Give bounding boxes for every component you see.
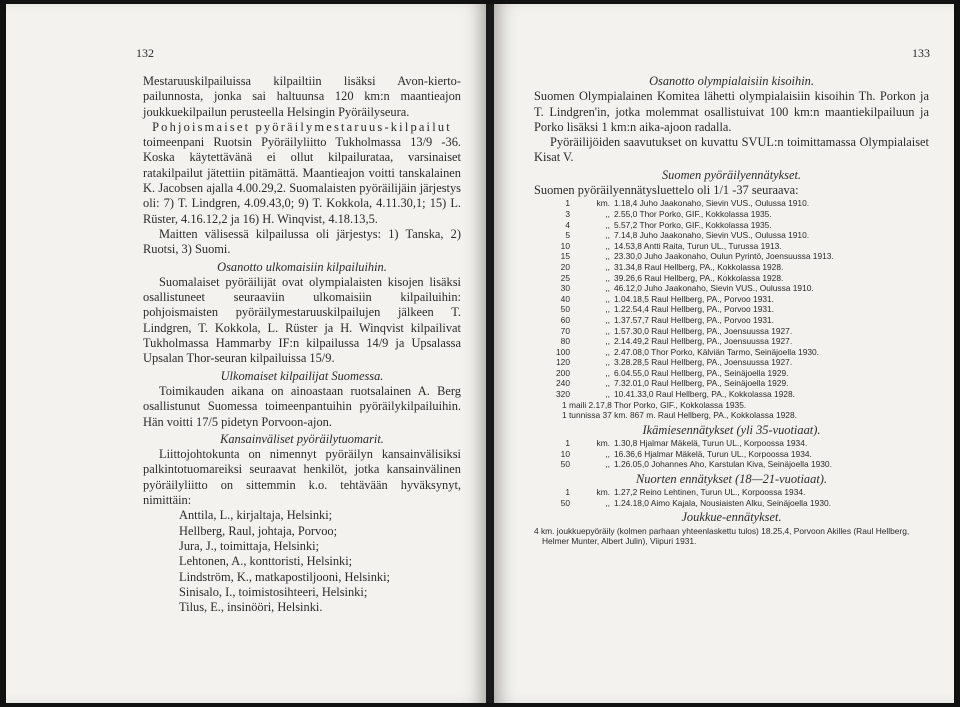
judge-item: Tilus, E., insinööri, Helsinki. (179, 600, 323, 615)
record-detail: 6.04.55,0 Raul Hellberg, PA., Seinäjoella 1929. (614, 367, 789, 378)
record-distance: 320 (556, 389, 570, 400)
record-unit: ,, (605, 283, 610, 294)
right-paragraphs (534, 74, 929, 183)
record-row (534, 378, 929, 389)
record-detail: 46.12,0 Juho Jaakonaho, Sievin VUS., Oulussa 1910. (614, 283, 814, 294)
team-records-heading: Joukkue-ennätykset. (681, 510, 782, 525)
record-detail: 1.27,2 Reino Lehtinen, Turun UL., Korpoossa 1934. (614, 487, 806, 498)
judge-item: Lehtonen, A., konttoristi, Helsinki; (179, 554, 353, 569)
paragraph: Toimikauden aikana on ainoastaan ruotsalainen A. Berg osallistunut Suomessa toimeenpantuihin pyöräilykilpailuihin. Hän voitti 17/5 pidetyn Porvoon-ajon. (143, 383, 461, 429)
record-row (534, 336, 929, 347)
record-unit: ,, (605, 314, 610, 325)
record-distance: 120 (556, 357, 570, 368)
record-distance: 1 (565, 198, 570, 209)
record-detail: 1.04.18,5 Raul Hellberg, PA., Porvoo 1931. (614, 293, 774, 304)
record-unit: ,, (605, 272, 610, 283)
record-unit: ,, (605, 336, 610, 347)
record-row (534, 368, 929, 379)
record-unit: km. (596, 438, 610, 449)
record-row (534, 230, 929, 241)
record-detail: 14.53,8 Antti Raita, Turun UL., Turussa 1913. (614, 240, 782, 251)
record-distance: 60 (560, 314, 570, 325)
record-unit: ,, (605, 293, 610, 304)
record-distance: 20 (560, 261, 570, 272)
record-distance: 50 (560, 459, 570, 470)
record-unit: ,, (605, 251, 610, 262)
record-unit: ,, (605, 304, 610, 315)
record-row (534, 262, 929, 273)
record-row (534, 220, 929, 231)
record-unit: ,, (605, 497, 610, 508)
record-unit: ,, (605, 459, 610, 470)
records-footer-line: 1 tunnissa 37 km. 867 m. Raul Hellberg, PA., Kokkolassa 1928. (562, 410, 797, 421)
record-unit: km. (596, 487, 610, 498)
book-gutter (486, 4, 494, 703)
page-number-left: 132 (136, 46, 154, 60)
record-row (534, 449, 929, 460)
record-distance: 100 (556, 346, 570, 357)
record-unit: ,, (605, 219, 610, 230)
record-detail: 2.47.08,0 Thor Porko, Kälviän Tarmo, Seinäjoella 1930. (614, 346, 820, 357)
paragraph: toimeenpani Ruotsin Pyöräilyliitto Tukholmassa 13/9 -36. Koska käytettävänä ei ollut kilpailurataa, varsinaiset ratakilpailut jätettiin pitämättä. Maantieajon voitti tanskalainen K. Jacobsen ajalla 4.00.29,2. Suomalaisten pyöräilijäin järjestys oli: 7) T. Lindgren, 4.09.43,0; 9) T. Kokkola, 4.11.30,1; 15) L. Rüster, 4.16.12,2 ja 16) H. Winqvist, 4.18.13,5. (143, 135, 461, 226)
paragraph: Pyöräilijöiden saavutukset on kuvattu SVUL:n toimittamassa Olympialaiset Kisat V. (534, 135, 929, 165)
judge-item: Anttila, L., kirjaltaja, Helsinki; (179, 508, 333, 523)
record-distance: 15 (560, 251, 570, 262)
paragraph: Pohjoismaiset pyöräilymestaruus-kilpailut (152, 119, 452, 134)
record-distance: 4 (565, 219, 570, 230)
record-detail: 1.24.18,0 Aimo Kajala, Nousiaisten Alku, Seinäjoella 1930. (614, 497, 831, 508)
record-distance: 3 (565, 208, 570, 219)
record-distance: 5 (565, 230, 570, 241)
right-page (494, 4, 954, 703)
record-unit: ,, (605, 448, 610, 459)
right-text-column (534, 74, 929, 547)
record-row (534, 498, 929, 509)
team-record: 4 km. joukkuepyöräily (kolmen parhaan yhteenlaskettu tulos) 18.25,4, Porvoon Akilles (Raul Hellberg, Helmer Munter, Albert Julin), Viipuri 1931. (534, 525, 910, 547)
record-distance: 1 (565, 438, 570, 449)
record-distance: 70 (560, 325, 570, 336)
record-row (534, 357, 929, 368)
record-detail: 1.22.54,4 Raul Hellberg, PA., Porvoo 1931. (614, 304, 774, 315)
records-footer-line: 1 maili 2.17,8 Thor Porko, GIF., Kokkolassa 1935. (562, 399, 747, 410)
record-detail: 2.55,0 Thor Porko, GIF., Kokkolassa 1935. (614, 208, 772, 219)
paragraph: Maitten välisessä kilpailussa oli järjestys: 1) Tanska, 2) Ruotsi, 3) Suomi. (143, 226, 461, 257)
record-distance: 1 (565, 487, 570, 498)
records-table (534, 198, 929, 399)
record-detail: 1.30,8 Hjalmar Mäkelä, Turun UL., Korpoossa 1934. (614, 438, 808, 449)
record-row (534, 487, 929, 498)
record-distance: 25 (560, 272, 570, 283)
record-unit: ,, (605, 389, 610, 400)
record-distance: 40 (560, 293, 570, 304)
record-detail: 23.30,0 Juho Jaakonaho, Oulun Pyrintö, Joensuussa 1913. (614, 251, 834, 262)
record-row (534, 459, 929, 470)
record-distance: 80 (560, 336, 570, 347)
record-unit: ,, (605, 367, 610, 378)
record-unit: ,, (605, 208, 610, 219)
record-distance: 200 (556, 367, 570, 378)
record-detail: 1.57.30,0 Raul Hellberg, PA., Joensuussa 1927. (614, 325, 793, 336)
record-distance: 10 (560, 448, 570, 459)
record-distance: 240 (556, 378, 570, 389)
left-text-column (143, 74, 461, 615)
left-page (6, 4, 486, 703)
record-unit: ,, (605, 261, 610, 272)
record-distance: 50 (560, 304, 570, 315)
record-distance: 10 (560, 240, 570, 251)
age-records-table (534, 438, 929, 470)
record-detail: 7.32.01,0 Raul Hellberg, PA., Seinäjoella 1929. (614, 378, 789, 389)
record-detail: 16.36,6 Hjalmar Mäkelä, Turun UL., Korpoossa 1934. (614, 448, 812, 459)
record-row (534, 326, 929, 337)
record-unit: km. (596, 198, 610, 209)
record-detail: 31.34,8 Raul Hellberg, PA., Kokkolassa 1928. (614, 261, 784, 272)
record-unit: ,, (605, 357, 610, 368)
record-detail: 3.28.28,5 Raul Hellberg, PA., Joensuussa 1927. (614, 357, 793, 368)
paragraph: Ulkomaiset kilpailijat Suomessa. (220, 368, 384, 383)
record-unit: ,, (605, 240, 610, 251)
record-row (534, 315, 929, 326)
record-row (534, 251, 929, 262)
paragraph: Osanotto olympialaisiin kisoihin. (649, 74, 814, 88)
record-row (534, 198, 929, 209)
paragraph: Kansainväliset pyöräilytuomarit. (220, 431, 384, 446)
record-detail: 10.41.33,0 Raul Hellberg, PA., Kokkolassa 1928. (614, 389, 795, 400)
record-detail: 1.26.05,0 Johannes Aho, Karstulan Kiva, Seinäjoella 1930. (614, 459, 832, 470)
youth-records-heading: Nuorten ennätykset (18—21-vuotiaat). (636, 471, 827, 486)
judge-item: Sinisalo, I., toimistosihteeri, Helsinki; (179, 584, 368, 599)
record-row (534, 438, 929, 449)
record-detail: 39.26,6 Raul Hellberg, PA., Kokkolassa 1928. (614, 272, 784, 283)
paragraph: Suomen Olympialainen Komitea lähetti olympialaisiin kisoihin Th. Porkon ja T. Lindgren'in, jotka molemmat osallistuivat 100 km:n maantiekilpailuun ja Porko lisäksi 1 km:n aika-ajoon radalla. (534, 89, 929, 134)
paragraph: Liittojohtokunta on nimennyt pyöräilyn kansainvälisiksi palkintotuomareiksi seuraavat henkilöt, jotka kansainvälinen pyöräilyliitto on sittemmin k.o. tehtävään hyväksynyt, nimittäin: (143, 447, 461, 508)
record-row (534, 389, 929, 400)
paragraph: Mestaruuskilpailuissa kilpailtiin lisäksi Avon-kierto-pailunnosta, jonka sai haltuunsa 120 km:n maantieajon joukkuekilpailun perusteella Helsingin Pyöräilyseura. (143, 74, 461, 119)
judge-item: Jura, J., toimittaja, Helsinki; (179, 538, 320, 553)
record-unit: ,, (605, 230, 610, 241)
record-detail: 5.57,2 Thor Porko, GIF., Kokkolassa 1935. (614, 219, 772, 230)
record-row (534, 283, 929, 294)
book-spread (6, 4, 954, 703)
record-row (534, 209, 929, 220)
judge-item: Hellberg, Raul, johtaja, Porvoo; (179, 523, 338, 538)
record-row (534, 294, 929, 305)
paragraph: Osanotto ulkomaisiin kilpailuihin. (217, 259, 387, 274)
record-detail: 1.37.57,7 Raul Hellberg, PA., Porvoo 1931. (614, 314, 774, 325)
record-distance: 30 (560, 283, 570, 294)
records-heading: Suomen pyöräilyennätysluettelo oli 1/1 -37 seuraava: (534, 183, 799, 198)
record-row (534, 241, 929, 252)
record-row (534, 347, 929, 358)
judges-list (143, 508, 461, 615)
paragraph: Suomen pyöräilyennätykset. (661, 167, 801, 182)
record-row (534, 304, 929, 315)
records-footer (534, 400, 929, 421)
record-unit: ,, (605, 325, 610, 336)
page-number-right: 133 (912, 46, 930, 60)
judge-item: Lindström, K., matkapostiljooni, Helsinki; (179, 569, 390, 584)
record-detail: 7.14,8 Juho Jaakonaho, Sievin VUS., Oulussa 1910. (614, 230, 810, 241)
age-records-heading: Ikämiesennätykset (yli 35-vuotiaat). (642, 422, 821, 437)
record-row (534, 273, 929, 284)
record-unit: ,, (605, 378, 610, 389)
left-paragraphs (143, 74, 461, 508)
youth-records-table (534, 487, 929, 508)
record-unit: ,, (605, 346, 610, 357)
paragraph: Suomalaiset pyöräilijät ovat olympialaisten kisojen lisäksi osallistuneet seuraaviin ulkomaisiin kilpailuihin: pohjoismaisten pyöräilymestaruuskilpailujen jälkeen T. Lindgren, T. Kokkola, L. Rüster ja H. Winqvist kilpailivat Tukholmassa Hammarby IF:n kilpailussa 14/9 ja Upsalassa Upsalan Thor-seuran kilpailuissa 15/9. (143, 274, 461, 366)
record-distance: 50 (560, 497, 570, 508)
record-detail: 2.14.49,2 Raul Hellberg, PA., Joensuussa 1927. (614, 336, 793, 347)
record-detail: 1.18,4 Juho Jaakonaho, Sievin VUS., Oulussa 1910. (614, 198, 810, 209)
